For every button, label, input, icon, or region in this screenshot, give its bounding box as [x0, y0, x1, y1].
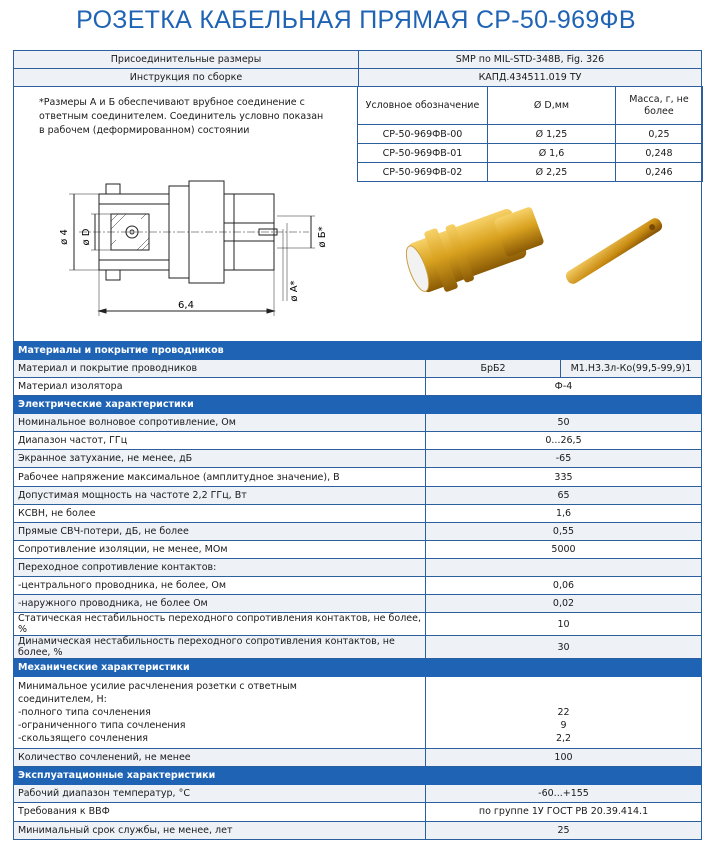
dimension-label: ø Б*	[317, 226, 328, 248]
force-line: -полного типа сочленения	[18, 707, 151, 719]
force-line: -ограниченного типа сочленения	[18, 720, 186, 732]
table-cell: СР-50-969ФВ-02	[358, 163, 488, 182]
dimension-label: 6,4	[178, 300, 194, 311]
table-cell: 0,02	[426, 595, 702, 613]
table-cell: Инструкция по сборке	[14, 69, 359, 87]
table-header-cell: Масса, г, не более	[616, 87, 703, 125]
section-title: Эксплуатационные характеристики	[14, 767, 702, 785]
table-cell: Материал и покрытие проводников	[14, 360, 426, 378]
table-header-row	[358, 87, 703, 125]
section-title: Механические характеристики	[14, 659, 702, 677]
table-cell: СР-50-969ФВ-01	[358, 144, 488, 163]
table-cell: -наружного проводника, не более Ом	[14, 595, 426, 613]
table-cell: Минимальный срок службы, не менее, лет	[14, 821, 426, 839]
table-row	[14, 595, 702, 613]
table-cell: Переходное сопротивление контактов:	[14, 558, 426, 576]
connector-technical-drawing	[29, 171, 349, 331]
dimension-label: ø D	[81, 228, 92, 246]
table-cell: СР-50-969ФВ-00	[358, 125, 488, 144]
table-cell: -центрального проводника, не более, Ом	[14, 577, 426, 595]
table-cell: Сопротивление изоляции, не менее, МОм	[14, 540, 426, 558]
table-cell: Количество сочленений, не менее	[14, 749, 426, 767]
table-cell: Требования к ВВФ	[14, 803, 426, 821]
table-cell: SMP по MIL-STD-348B, Fig. 326	[359, 51, 702, 69]
table-row	[14, 69, 702, 87]
table-row	[14, 636, 702, 659]
section-title: Материалы и покрытие проводников	[14, 342, 702, 360]
table-row	[14, 749, 702, 767]
section-header	[14, 659, 702, 677]
table-cell: Ф-4	[426, 378, 702, 396]
table-row	[358, 163, 703, 182]
force-value: 22	[557, 707, 570, 719]
table-cell	[426, 558, 702, 576]
table-row	[14, 468, 702, 486]
variant-mass-table	[357, 86, 703, 182]
table-row	[358, 144, 703, 163]
table-cell: -60...+155	[426, 785, 702, 803]
section-header	[14, 342, 702, 360]
table-row	[14, 504, 702, 522]
table-cell: Ø 1,6	[488, 144, 616, 163]
section-header	[14, 767, 702, 785]
table-row	[14, 785, 702, 803]
table-cell: 0...26,5	[426, 432, 702, 450]
table-row	[14, 540, 702, 558]
dimension-label: ø 4	[59, 229, 70, 245]
table-cell: -65	[426, 450, 702, 468]
table-cell	[426, 677, 702, 749]
table-cell	[14, 677, 426, 749]
table-row	[14, 486, 702, 504]
force-value: 9	[560, 720, 567, 732]
dimension-label: ø A*	[289, 280, 300, 302]
table-cell: БрБ2	[426, 360, 561, 378]
table-header-cell: Ø D,мм	[488, 87, 616, 125]
table-cell: Рабочий диапазон температур, °С	[14, 785, 426, 803]
table-row	[14, 432, 702, 450]
specification-table	[13, 341, 702, 840]
table-row	[14, 677, 702, 749]
table-cell: 50	[426, 414, 702, 432]
section-title: Электрические характеристики	[14, 396, 702, 414]
footnote: *Размеры А и Б обеспечивают врубное соединение с ответным соединителем. Соединитель условно показан в рабочем (деформированном) состоянии	[39, 97, 324, 136]
table-cell: 335	[426, 468, 702, 486]
table-cell: М1.Н3.Зл-Ко(99,5-99,9)1	[561, 360, 702, 378]
table-cell: КСВН, не более	[14, 504, 426, 522]
table-row	[14, 821, 702, 839]
table-row	[14, 414, 702, 432]
table-cell: 0,06	[426, 577, 702, 595]
table-row	[14, 558, 702, 576]
force-line: -скользящего сочленения	[18, 733, 148, 745]
table-cell: 65	[426, 486, 702, 504]
table-cell: 30	[426, 636, 702, 659]
connector-photo	[394, 186, 694, 316]
table-cell: Экранное затухание, не менее, дБ	[14, 450, 426, 468]
table-row	[14, 613, 702, 636]
table-cell: Материал изолятора	[14, 378, 426, 396]
table-cell: Допустимая мощность на частоте 2,2 ГГц, Вт	[14, 486, 426, 504]
table-cell: Прямые СВЧ-потери, дБ, не более	[14, 522, 426, 540]
table-cell: Ø 2,25	[488, 163, 616, 182]
table-row	[14, 803, 702, 821]
table-cell: Динамическая нестабильность переходного сопротивления контактов, не более, %	[14, 636, 426, 659]
table-cell: 25	[426, 821, 702, 839]
force-value: 2,2	[555, 733, 572, 745]
table-cell: Номинальное волновое сопротивление, Ом	[14, 414, 426, 432]
force-line: Минимальное усилие расчленения розетки с ответным	[18, 681, 297, 693]
table-cell: 0,248	[616, 144, 703, 163]
table-cell: 5000	[426, 540, 702, 558]
table-row	[14, 450, 702, 468]
table-row	[14, 577, 702, 595]
table-row	[14, 360, 702, 378]
table-cell: Статическая нестабильность переходного сопротивления контактов, не более, %	[14, 613, 426, 636]
section-header	[14, 396, 702, 414]
table-cell: Рабочее напряжение максимальное (амплитудное значение), В	[14, 468, 426, 486]
table-cell: Ø 1,25	[488, 125, 616, 144]
table-row	[14, 522, 702, 540]
table-cell: 10	[426, 613, 702, 636]
table-cell: 0,25	[616, 125, 703, 144]
table-header-cell: Условное обозначение	[358, 87, 488, 125]
table-cell: Диапазон частот, ГГц	[14, 432, 426, 450]
table-cell: КАПД.434511.019 ТУ	[359, 69, 702, 87]
table-cell: 100	[426, 749, 702, 767]
drawing-area	[13, 86, 702, 341]
table-row	[358, 125, 703, 144]
table-cell: Присоединительные размеры	[14, 51, 359, 69]
table-cell: 1,6	[426, 504, 702, 522]
table-row	[14, 378, 702, 396]
table-cell: по группе 1У ГОСТ РВ 20.39.414.1	[426, 803, 702, 821]
connection-info-table	[13, 50, 702, 87]
table-row	[14, 51, 702, 69]
table-cell: 0,55	[426, 522, 702, 540]
table-cell: 0,246	[616, 163, 703, 182]
page-title: РОЗЕТКА КАБЕЛЬНАЯ ПРЯМАЯ СР-50-969ФВ	[76, 6, 636, 34]
force-line: соединителем, Н:	[18, 694, 107, 706]
